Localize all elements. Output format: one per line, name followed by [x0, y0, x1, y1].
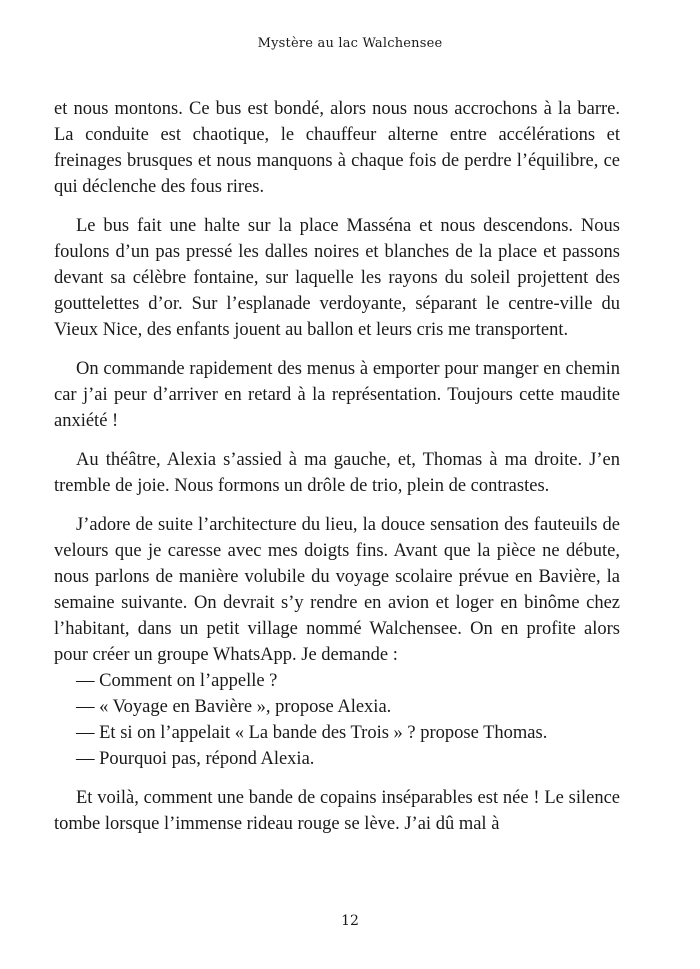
paragraph: J’adore de suite l’architecture du lieu, la douce sensation des fauteuils de velours que je caresse avec mes doigts fins. Avant que la pièce ne débute, nous parlons de manière volubile du voyage scolaire prévue en Bavière, la semaine suivante. On devrait s’y rendre en avion et loger en binôme chez l’habitant, dans un petit village nommé Walchensee. On en profite alors pour créer un groupe WhatsApp. Je demande :	[54, 515, 620, 665]
dialogue-line: — « Voyage en Bavière », propose Alexia.	[76, 697, 392, 717]
dialogue-line: — Pourquoi pas, répond Alexia.	[76, 749, 315, 769]
dialogue-line: — Comment on l’appelle ?	[76, 671, 278, 691]
paragraph: Le bus fait une halte sur la place Masséna et nous descendons. Nous foulons d’un pas pressé les dalles noires et blanches de la place et passons devant sa célèbre fontaine, sur laquelle les rayons du soleil projettent des gouttelettes d’or. Sur l’esplanade verdoyante, séparant le centre-ville du Vieux Nice, des enfants jouent au ballon et leurs cris me transportent.	[54, 216, 620, 340]
paragraph: On commande rapidement des menus à emporter pour manger en chemin car j’ai peur d’arriver en retard à la représentation. Toujours cette maudite anxiété !	[54, 359, 620, 431]
page-number: 12	[341, 913, 359, 929]
dialogue-line: — Et si on l’appelait « La bande des Trois » ? propose Thomas.	[76, 723, 548, 743]
paragraph: et nous montons. Ce bus est bondé, alors nous nous accrochons à la barre. La conduite est chaotique, le chauffeur alterne entre accélérations et freinages brusques et nous manquons à chaque fois de perdre l’équilibre, ce qui déclenche des fous rires.	[54, 99, 620, 197]
paragraph: Et voilà, comment une bande de copains inséparables est née ! Le silence tombe lorsque l’immense rideau rouge se lève. J’ai dû mal à	[54, 788, 620, 834]
page-body	[54, 96, 620, 850]
dialogue-list	[54, 668, 620, 772]
running-header-title: Mystère au lac Walchensee	[257, 36, 443, 51]
paragraph: Au théâtre, Alexia s’assied à ma gauche, et, Thomas à ma droite. J’en tremble de joie. Nous formons un drôle de trio, plein de contrastes.	[54, 450, 620, 496]
